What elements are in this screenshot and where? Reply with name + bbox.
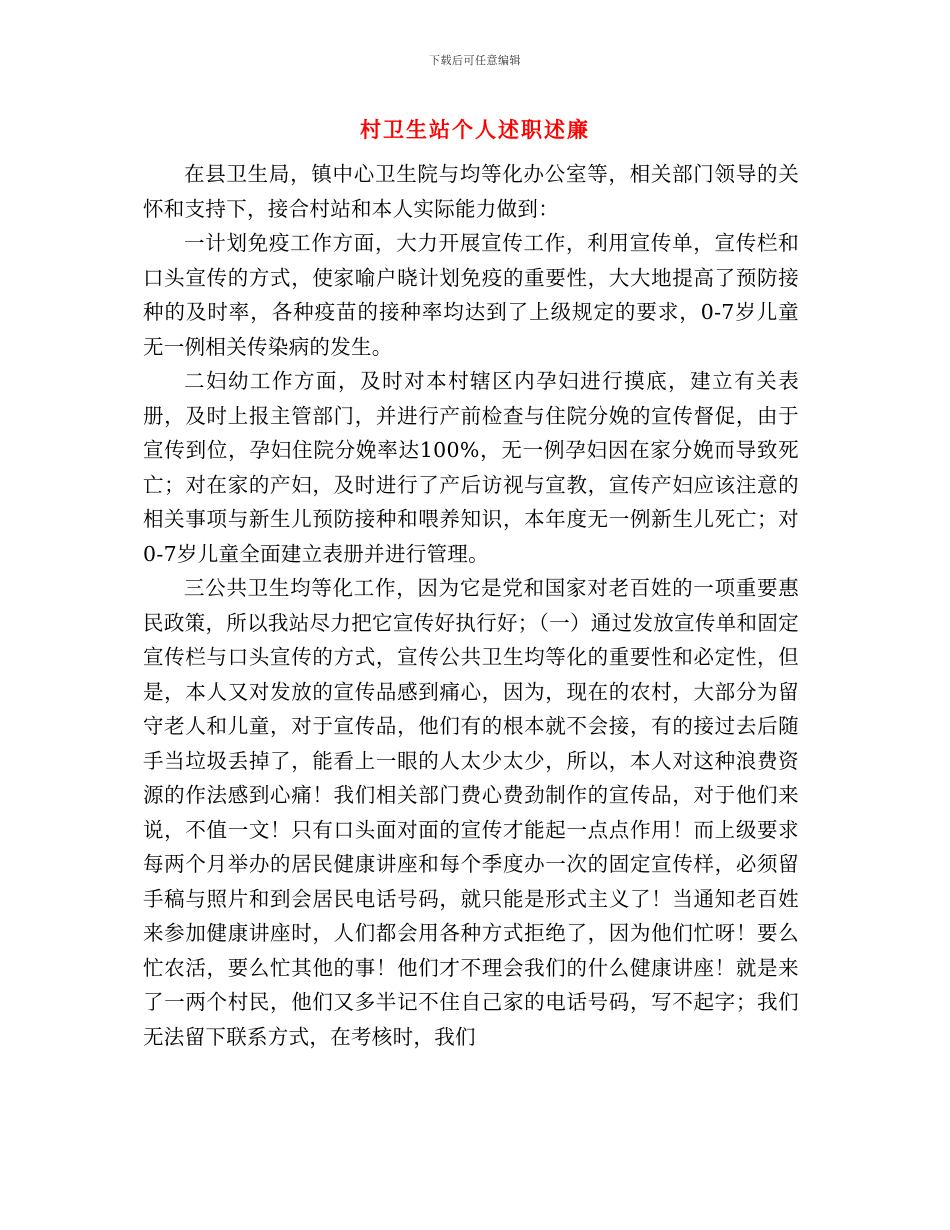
paragraph-immunization: 一计划免疫工作方面，大力开展宣传工作，利用宣传单，宣传栏和口头宣传的方式，使家喻户晓计划免疫的重要性，大大地提高了预防接种的及时率，各种疫苗的接种率均达到了上级规定的要求，0-7岁儿童无一例相关传染病的发生。 (143, 231, 799, 359)
document-title: 村卫生站个人述职述廉 (360, 117, 590, 142)
paragraph-maternal-child: 二妇幼工作方面，及时对本村辖区内孕妇进行摸底，建立有关表册，及时上报主管部门，并进行产前检查与住院分娩的宣传督促，由于宣传到位，孕妇住院分娩率达100%，无一例孕妇因在家分娩而导致死亡；对在家的产妇，及时进行了产后访视与宣教，宣传产妇应该注意的相关事项与新生儿预防接种和喂养知识，本年度无一例新生儿死亡；对0-7岁儿童全面建立表册并进行管理。 (143, 369, 799, 566)
document-body (143, 157, 799, 1054)
paragraph-public-health: 三公共卫生均等化工作，因为它是党和国家对老百姓的一项重要惠民政策，所以我站尽力把它宣传好执行好；（一）通过发放宣传单和固定宣传栏与口头宣传的方式，宣传公共卫生均等化的重要性和必定性，但是，本人又对发放的宣传品感到痛心，因为，现在的农村，大部分为留守老人和儿童，对于宣传品，他们有的根本就不会接，有的接过去后随手当垃圾丢掉了，能看上一眼的人太少太少，所以，本人对这种浪费资源的作法感到心痛！我们相关部门费心费劲制作的宣传品，对于他们来说，不值一文！只有口头面对面的宣传才能起一点点作用！而上级要求每两个月举办的居民健康讲座和每个季度办一次的固定宣传样，必须留手稿与照片和到会居民电话号码，就只能是形式主义了！当通知老百姓来参加健康讲座时，人们都会用各种方式拒绝了，因为他们忙呀！要么忙农活，要么忙其他的事！他们才不理会我们的什么健康讲座！就是来了一两个村民，他们又多半记不住自己家的电话号码，写不起字；我们无法留下联系方式，在考核时，我们 (143, 576, 799, 1049)
paragraph-intro: 在县卫生局，镇中心卫生院与均等化办公室等，相关部门领导的关怀和支持下，接合村站和本人实际能力做到： (143, 162, 799, 221)
page-header-note: 下载后可任意编辑 (429, 54, 521, 67)
